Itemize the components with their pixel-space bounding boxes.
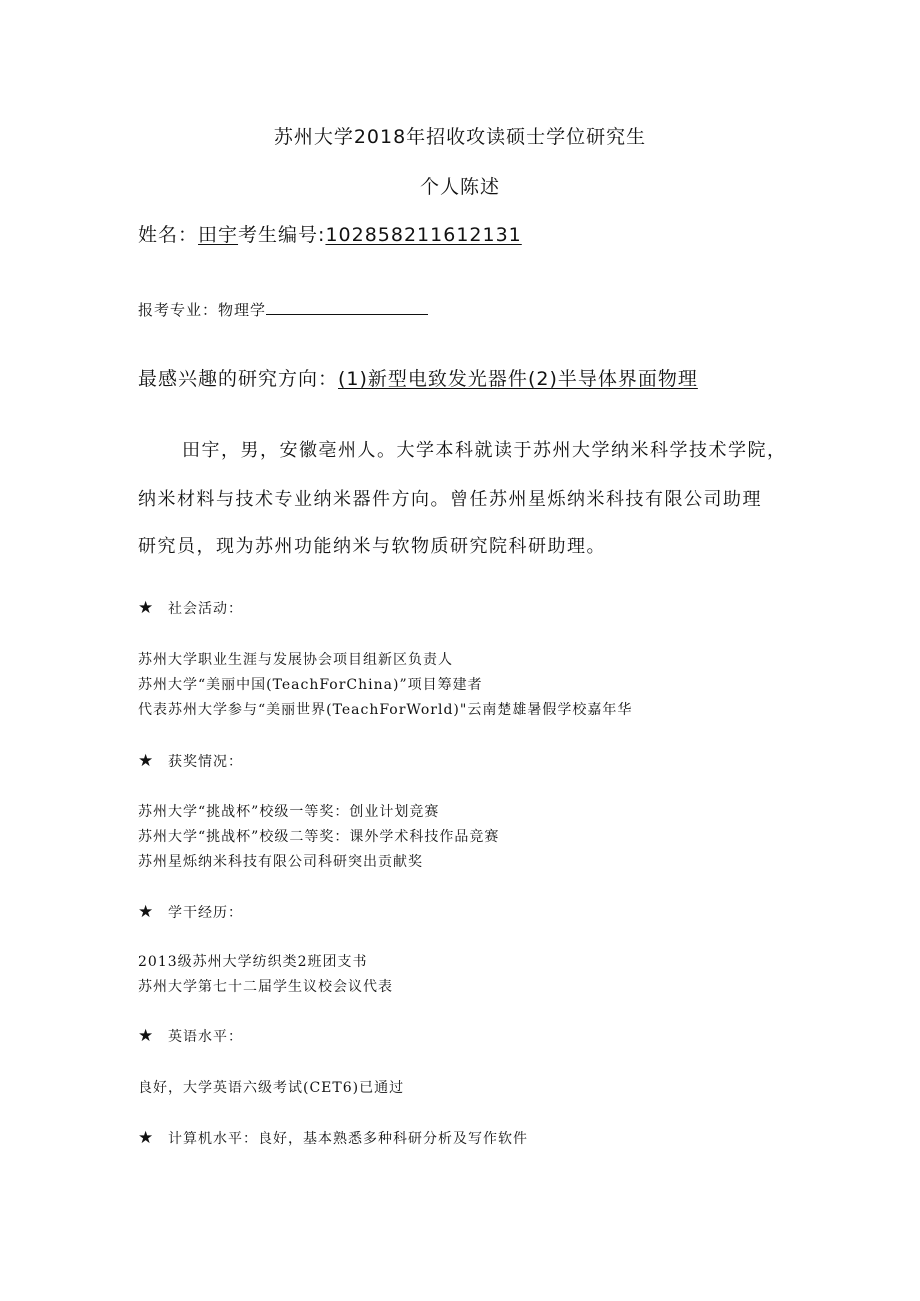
social-item: 苏州大学职业生涯与发展协会项目组新区负责人 — [138, 652, 453, 668]
research-interest-line — [138, 364, 698, 391]
english-heading — [138, 1026, 243, 1046]
intro-line-1: 田宇，男，安徽亳州人。大学本科就读于苏州大学纳米科学技术学院， — [182, 440, 787, 461]
major-underline — [266, 313, 428, 315]
star-icon: ★ — [138, 1026, 155, 1046]
computer-title: 计算机水平：良好，基本熟悉多种科研分析及写作软件 — [168, 1131, 528, 1147]
english-title: 英语水平： — [168, 1029, 243, 1045]
star-icon: ★ — [138, 1128, 155, 1148]
name-id-line — [138, 220, 522, 247]
star-icon: ★ — [138, 902, 155, 922]
award-item: 苏州大学“挑战杯”校级一等奖：创业计划竞赛 — [138, 804, 440, 820]
intro-line-3: 研究员，现为苏州功能纳米与软物质研究院科研助理。 — [138, 536, 606, 557]
major-label: 报考专业： — [138, 301, 219, 319]
award-item: 苏州大学“挑战杯”校级二等奖：课外学术科技作品竞赛 — [138, 829, 500, 845]
document-subtitle: 个人陈述 — [419, 176, 500, 198]
social-item: 代表苏州大学参与“美丽世界(TeachForWorld)"云南楚雄暑假学校嘉年华 — [138, 702, 633, 718]
awards-title: 获奖情况： — [168, 754, 243, 770]
cadre-item: 苏州大学第七十二届学生议校会议代表 — [138, 979, 393, 995]
computer-heading — [138, 1128, 528, 1148]
major-value: 物理学 — [218, 301, 267, 319]
interest-item-1: (1)新型电致发光器件 — [338, 368, 528, 390]
major-line — [138, 299, 428, 320]
english-item: 良好，大学英语六级考试(CET6)已通过 — [138, 1080, 405, 1096]
cadre-item: 2013级苏州大学纺织类2班团支书 — [138, 954, 368, 970]
award-item: 苏州星烁纳米科技有限公司科研突出贡献奖 — [138, 854, 423, 870]
star-icon: ★ — [138, 598, 155, 618]
cadre-title: 学干经历： — [168, 905, 243, 921]
interest-item-2: (2)半导体界面物理 — [527, 368, 698, 390]
cadre-heading — [138, 902, 243, 922]
name-value: 田宇 — [198, 224, 239, 246]
social-activities-title: 社会活动： — [168, 601, 243, 617]
exam-id-label: 考生编号: — [238, 224, 326, 246]
social-activities-heading — [138, 598, 243, 618]
interest-label: 最感兴趣的研究方向： — [138, 368, 339, 390]
awards-heading — [138, 751, 243, 771]
social-item: 苏州大学“美丽中国(TeachForChina)”项目筹建者 — [138, 677, 483, 693]
exam-id-value: 102858211612131 — [325, 224, 522, 246]
intro-line-2: 纳米材料与技术专业纳米器件方向。曾任苏州星烁纳米科技有限公司助理 — [138, 489, 762, 510]
document-title: 苏州大学2018年招收攻读硕士学位研究生 — [273, 126, 647, 148]
name-label: 姓名： — [138, 224, 199, 246]
star-icon: ★ — [138, 751, 155, 771]
